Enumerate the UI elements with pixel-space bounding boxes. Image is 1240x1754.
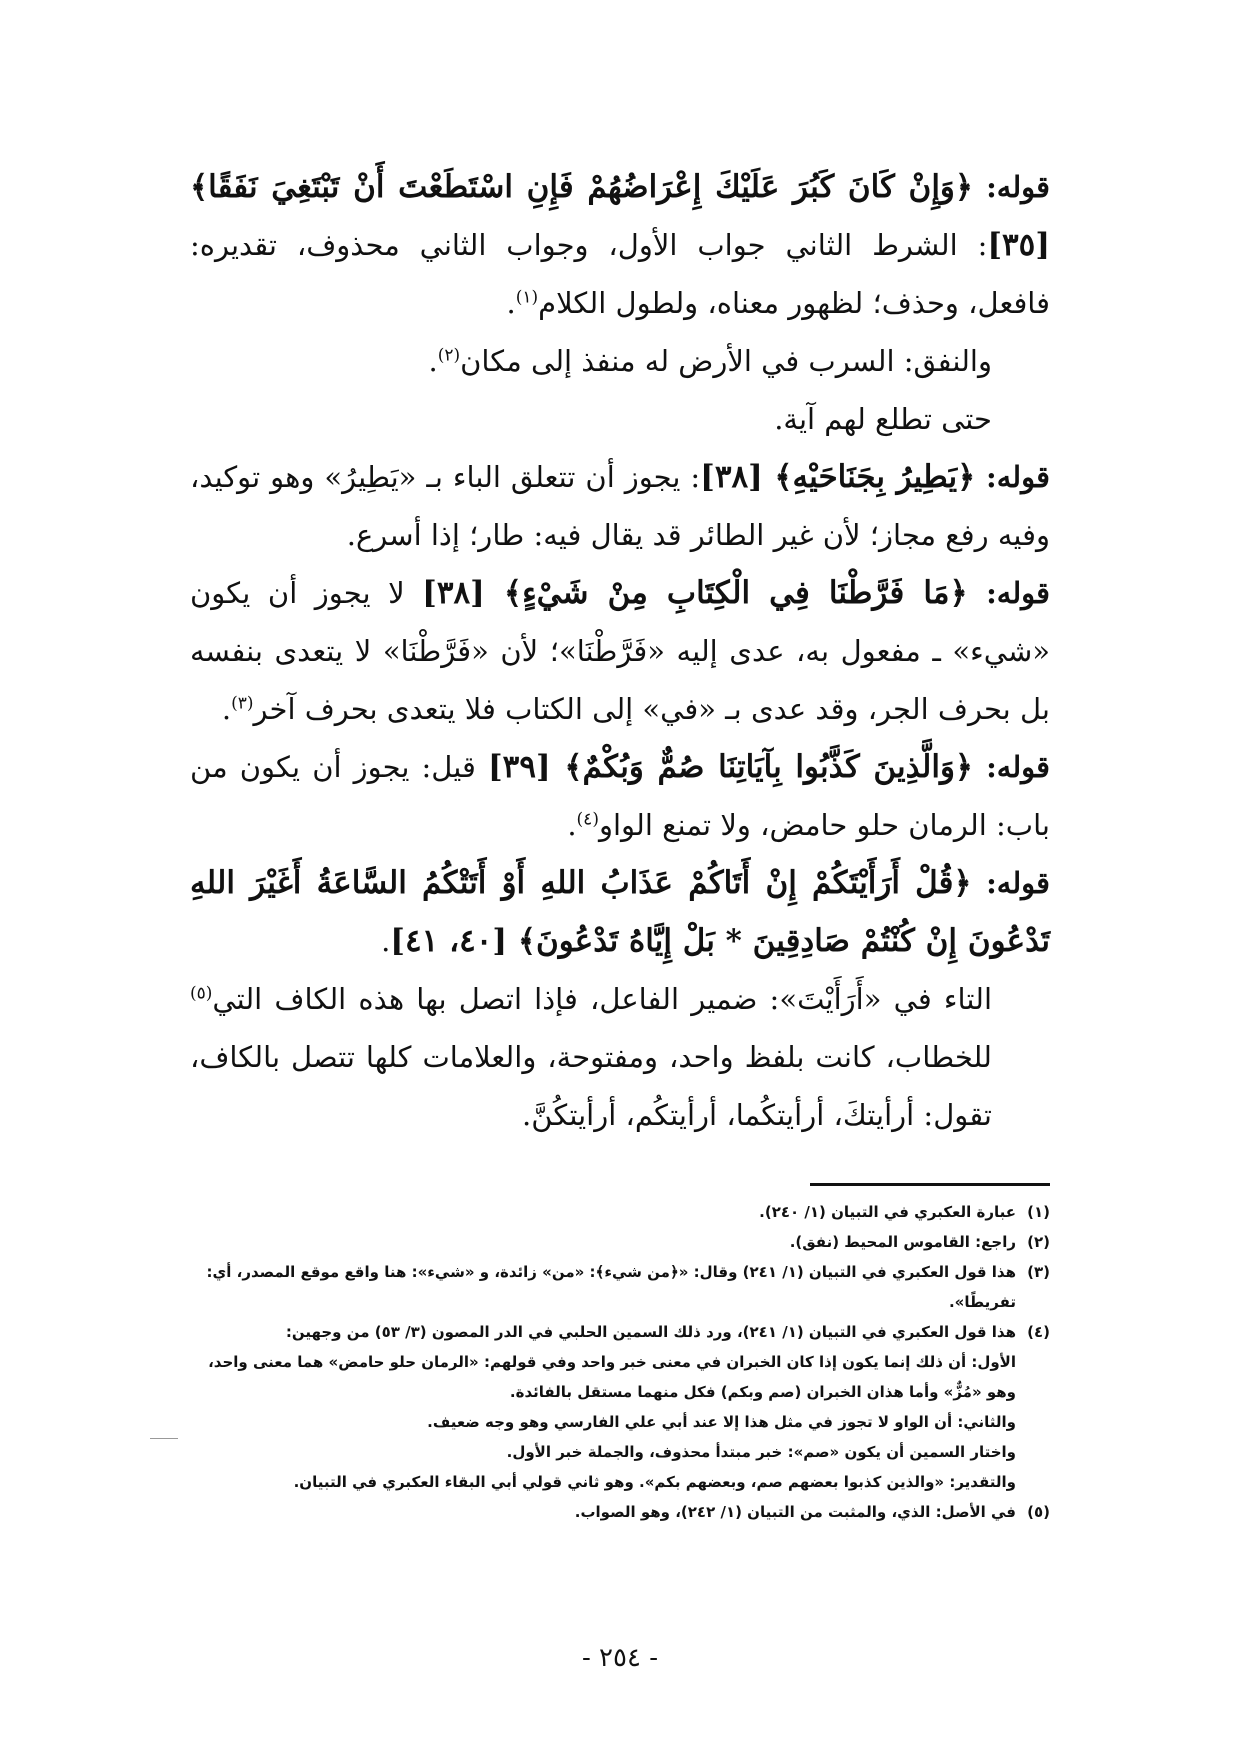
commentary-text: قيل: يجوز أن يكون من باب: الرمان حلو حامض، ولا تمنع الواو — [190, 750, 1050, 842]
footnote — [190, 1227, 1050, 1257]
page-number: - ٢٥٤ - — [581, 1643, 659, 1673]
footnotes — [190, 1197, 1050, 1527]
footnote — [190, 1317, 1050, 1347]
footnote-subparagraph: والثاني: أن الواو لا تجوز في مثل هذا إلا عند أبي علي الفارسي وهو وجه ضعيف. — [427, 1413, 1016, 1431]
paragraph — [190, 854, 1050, 970]
main-text — [190, 158, 1050, 1144]
footnote-reference: (٥) — [190, 983, 213, 1004]
footnote — [190, 1497, 1050, 1527]
paragraph — [190, 332, 1050, 390]
footnote-subparagraph: والتقدير: «والذين كذبوا بعضهم صم، وبعضهم بكم». وهو ثاني قولي أبي البقاء العكبري في التبيان. — [293, 1473, 1016, 1491]
paragraph — [190, 448, 1050, 564]
margin-mark — [150, 1438, 178, 1439]
paragraph — [190, 564, 1050, 738]
quran-verse: ﴿قُلْ أَرَأَيْتَكُمْ إِنْ أَتَاكُمْ عَذَابُ اللهِ أَوْ أَتَتْكُمُ السَّاعَةُ أَغَيْرَ اللهِ تَدْعُونَ إِنْ كُنْتُمْ صَادِقِينَ * بَلْ إِيَّاهُ تَدْعُونَ﴾ [٤٠، ٤١] — [190, 865, 1050, 959]
footnote-number: (٤) — [1027, 1323, 1050, 1341]
footnote-text: هذا قول العكبري في التبيان (١/ ٢٤١) وقال: «﴿من شيء﴾: «من» زائدة، و «شيء»: هنا واقع موقع المصدر، أي: تفريطًا». — [206, 1263, 1016, 1311]
commentary-text: . — [506, 286, 516, 320]
footnote-number: (١) — [1027, 1203, 1050, 1221]
footnote-number: (٣) — [1027, 1263, 1050, 1281]
footnote-number: (٢) — [1027, 1233, 1050, 1251]
commentary-text: : الشرط الثاني جواب الأول، وجواب الثاني محذوف، تقديره: فافعل، وحذف؛ لظهور معناه، ولطول الكلام — [190, 228, 1050, 320]
footnote-separator — [810, 1183, 1050, 1186]
quran-verse: ﴿وَالَّذِينَ كَذَّبُوا بِآيَاتِنَا صُمٌّ وَبُكْمٌ﴾ [٣٩] — [488, 749, 974, 785]
paragraph — [190, 738, 1050, 854]
footnote-reference: (٢) — [437, 345, 461, 366]
commentary-text: . — [567, 808, 577, 842]
paragraph — [190, 158, 1050, 332]
commentary-text: حتى تطلع لهم آية. — [774, 402, 992, 436]
footnote-text: هذا قول العكبري في التبيان (١/ ٢٤١)، ورد ذلك السمين الحلبي في الدر المصون (٣/ ٥٣) من وجهين: — [285, 1323, 1016, 1341]
commentary-text: : يجوز أن تتعلق الباء بـ «يَطِيرُ» وهو توكيد، وفيه رفع مجاز؛ لأن غير الطائر قد يقال فيه: طار؛ إذا أسرع. — [190, 460, 1050, 552]
quran-verse: ﴿وَإِنْ كَانَ كَبُرَ عَلَيْكَ إِعْرَاضُهُمْ فَإِنِ اسْتَطَعْتَ أَنْ تَبْتَغِيَ نَفَقًا﴾ [٣٥] — [190, 169, 1050, 263]
commentary-text: والنفق: السرب في الأرض له منفذ إلى مكان — [460, 344, 992, 378]
commentary-text: . — [221, 692, 232, 726]
footnote-text: في الأصل: الذي، والمثبت من التبيان (١/ ٢٤٢)، وهو الصواب. — [574, 1503, 1016, 1521]
footnote — [190, 1197, 1050, 1227]
footnote-reference: (١) — [515, 287, 539, 308]
lemma-keyword: قوله: — [975, 460, 1050, 494]
footnote-reference: (٣) — [231, 693, 254, 714]
footnote-number: (٥) — [1027, 1503, 1050, 1521]
commentary-text: . — [381, 924, 391, 958]
commentary-text: التاء في «أَرَأَيْتَ»: ضمير الفاعل، فإذا اتصل بها هذه الكاف التي — [212, 982, 992, 1016]
lemma-keyword: قوله: — [967, 576, 1050, 610]
quran-verse: ﴿مَا فَرَّطْنَا فِي الْكِتَابِ مِنْ شَيْءٍ﴾ [٣٨] — [422, 575, 968, 611]
commentary-text: . — [428, 344, 438, 378]
lemma-keyword: قوله: — [973, 750, 1050, 784]
paragraph — [190, 390, 1050, 448]
footnote-subparagraph: الأول: أن ذلك إنما يكون إذا كان الخبران في معنى خبر واحد وفي قولهم: «الرمان حلو حامض» هما معنى واحد، وهو «مُزٌّ» وأما هذان الخبران (صم وبكم) فكل منهما مستقل بالفائدة. — [208, 1353, 1016, 1401]
footnote — [190, 1257, 1050, 1317]
lemma-keyword: قوله: — [973, 170, 1050, 204]
commentary-text: لا يجوز أن يكون «شيء» ـ مفعول به، عدى إليه «فَرَّطْنَا»؛ لأن «فَرَّطْنَا» لا يتعدى بنفسه بل بحرف الجر، وقد عدى بـ «في» إلى الكتاب فلا يتعدى بحرف آخر — [190, 576, 1050, 726]
paragraph — [190, 970, 1050, 1144]
footnote-reference: (٤) — [576, 809, 599, 830]
footnote-subparagraph: واختار السمين أن يكون «صم»: خبر مبتدأ محذوف، والجملة خبر الأول. — [506, 1443, 1016, 1461]
lemma-keyword: قوله: — [971, 866, 1051, 900]
commentary-text: للخطاب، كانت بلفظ واحد، ومفتوحة، والعلامات كلها تتصل بالكاف، تقول: أرأيتكَ، أرأيتكُما، أرأيتكُم، أرأيتكُنَّ. — [190, 1040, 992, 1132]
footnote-text: عبارة العكبري في التبيان (١/ ٢٤٠). — [759, 1203, 1016, 1221]
quran-verse: ﴿يَطِيرُ بِجَنَاحَيْهِ﴾ [٣٨] — [700, 459, 976, 495]
footnote-text: راجع: القاموس المحيط (نفق). — [789, 1233, 1016, 1251]
